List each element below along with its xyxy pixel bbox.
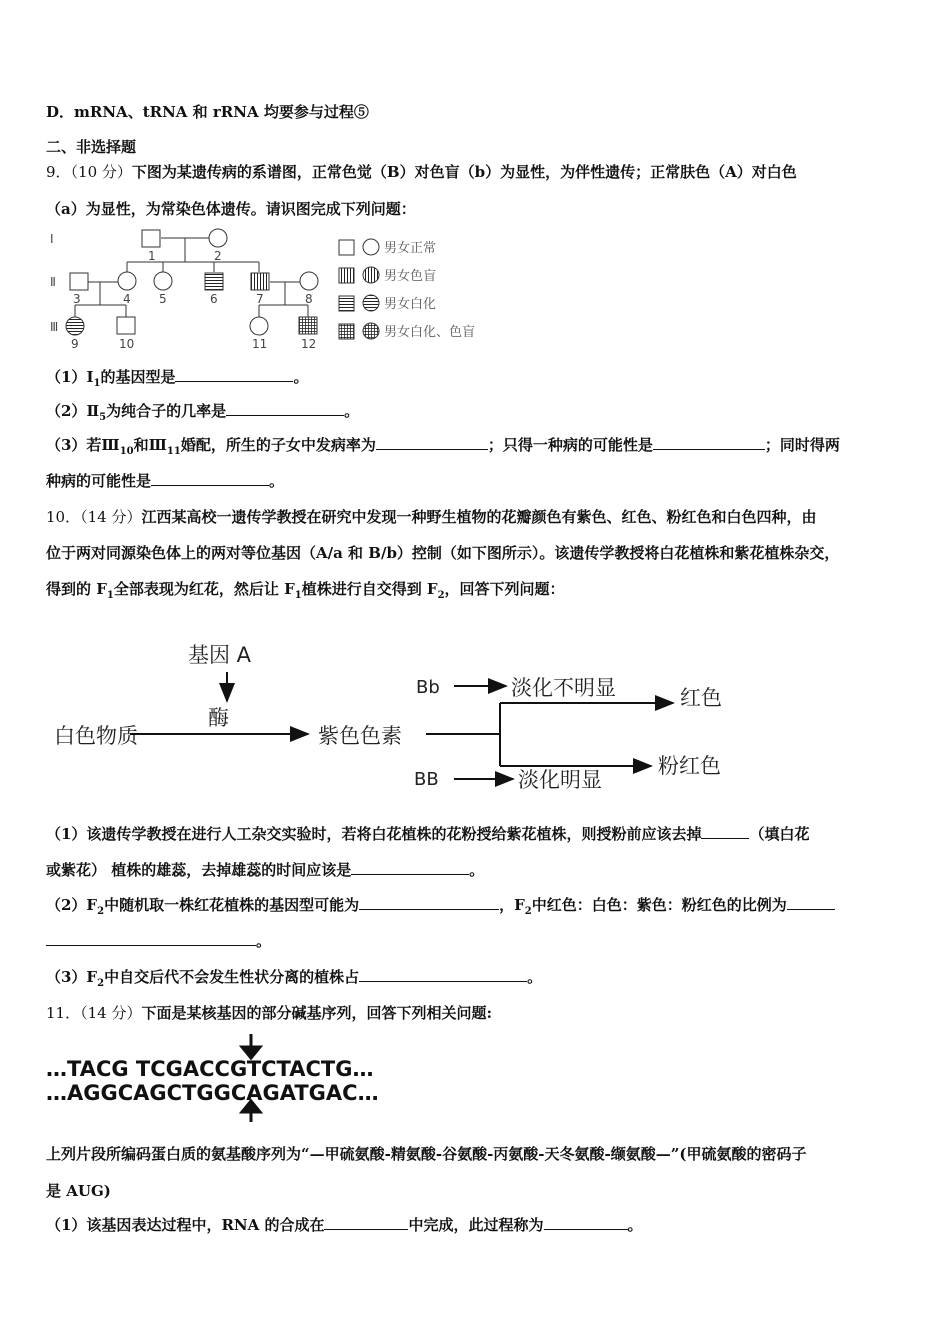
q9-sub3-line2 [46,471,284,491]
q10-sub1-blank-2[interactable] [351,860,469,875]
id-11: 11 [252,337,268,351]
gen-label-2: Ⅱ [50,275,56,289]
q10-sub2-end: 。 [256,932,272,950]
q11-number: 11． [46,1004,81,1022]
bb-lower-label: BB [414,769,439,790]
q9-sub3-b: 和Ⅲ [133,436,167,454]
q10-sub3-end: 。 [527,968,543,986]
q11-sub1-end: 。 [627,1216,643,1234]
pink-label: 粉红色 [658,754,721,778]
q9-sub1-subscript: 1 [93,378,101,389]
q9-sub3-line2-text: 种病的可能性是 [46,472,152,490]
q10-sub1-end: 。 [469,861,485,879]
id-9: 9 [71,337,79,351]
gen-label-3: Ⅲ [50,320,59,334]
id-10: 10 [119,337,135,351]
gen-label-1: Ⅰ [50,232,54,246]
q11-score: （14 分） [80,1004,142,1022]
pedigree-ii7 [251,273,269,290]
q11-sub1-b: 中完成，此过程称为 [408,1216,544,1234]
q10-stem3-d: ，回答下列问题： [444,580,565,598]
option-d: D．mRNA、tRNA 和 rRNA 均要参与过程⑤ [46,103,369,121]
q9-sub2-text: 为纯合子的几率是 [106,402,227,420]
q11-sub1-a: （1）该基因表达过程中，RNA 的合成在 [46,1216,325,1234]
pedigree-ii8 [300,272,318,290]
q11-desc-line1: 上列片段所编码蛋白质的氨基酸序列为“—甲硫氨酸-精氨酸-谷氨酸-丙氨酸-天冬氨酸-缬氨酸—”(甲硫氨酸的密码子 [46,1145,807,1163]
q10-stem-line3 [46,579,565,606]
pedigree-ii4 [118,272,136,290]
q10-stem-line1 [46,507,816,527]
id-5: 5 [159,292,167,306]
q9-sub2-gen: Ⅱ [86,402,100,420]
q10-sub2-blank-1[interactable] [359,895,499,910]
q10-sub1-line2-text: 或紫花） 植株的雄蕊，去掉雄蕊的时间应该是 [46,861,352,879]
red-label: 红色 [680,686,722,710]
q11-sub1-blank-2[interactable] [544,1215,628,1230]
id-6: 6 [210,292,218,306]
q10-stem3-a: 得到的 F [46,580,107,598]
dna-bottom-strand: …AGGCAGCTGGCAGATGAC… [46,1081,379,1105]
q9-sub3-end: 。 [269,472,285,490]
q10-stem-line2: 位于两对同源染色体上的两对等位基因（A/a 和 B/b）控制（如下图所示）。该遗传学教授将白花植株和紫花植株杂交， [46,544,840,562]
pedigree-chart [40,225,510,355]
pedigree-i1 [142,230,160,247]
q9-sub3-c: 婚配，所生的子女中发病率为 [180,436,376,454]
q11-desc-line2: 是 AUG) [46,1182,111,1200]
q10-sub1 [46,824,809,844]
q10-score: （14 分） [80,508,142,526]
id-8: 8 [305,292,313,306]
q9-sub3-a: （3）若Ⅲ [46,436,120,454]
q10-sub3-sub: 2 [97,978,105,989]
id-2: 2 [214,249,222,263]
q10-sub2-sub1: 2 [97,906,105,917]
id-7: 7 [256,292,264,306]
pedigree-ii3 [70,273,88,290]
id-1: 1 [148,249,156,263]
q9-sub2-end: 。 [344,402,360,420]
q10-sub3-a: （3）F [46,968,98,986]
pedigree-iii12 [299,317,317,334]
q10-sub1-blank-1[interactable] [701,824,749,839]
q10-sub2-blank-3[interactable] [46,931,256,946]
q10-sub1-line2 [46,860,484,880]
q9-sub3-sub-a: 10 [119,446,134,457]
legend-albino: 男女白化 [384,297,437,312]
pedigree-iii9 [66,317,84,335]
q10-stem3-sub3: 2 [437,590,445,601]
q10-sub3-blank[interactable] [359,967,527,982]
pedigree-iii10 [117,317,135,334]
pedigree-ii5 [154,272,172,290]
q9-sub3 [46,435,840,462]
q9-sub3-blank-3[interactable] [151,471,269,486]
enzyme-label: 酶 [208,706,229,730]
q9-sub2-answer-blank[interactable] [226,401,344,416]
q10-sub2-b: 中随机取一株红花植株的基因型可能为 [104,896,360,914]
q9-sub3-blank-1[interactable] [376,435,488,450]
bb-upper-label: Bb [416,677,440,698]
q9-sub2-num: （2） [46,402,87,420]
q9-stem-line2: （a）为显性，为常染色体遗传。请识图完成下列问题： [46,200,416,218]
q10-sub1-text: （1）该遗传学教授在进行人工杂交实验时，若将白花植株的花粉授给紫花植株，则授粉前应该去掉 [46,825,702,843]
legend-colorblind: 男女色盲 [384,269,437,284]
q10-stem3-b: 全部表现为红花，然后让 F [113,580,295,598]
q10-sub2-sub2: 2 [524,906,532,917]
q10-sub1-hint: （填白花 [749,825,810,843]
q9-sub1 [46,367,308,394]
q10-sub2-a: （2）F [46,896,98,914]
pedigree-i2 [209,229,227,247]
dna-top-strand: …TACG TCGACCGTCTACTG… [46,1057,374,1081]
q9-score: （10 分） [70,163,132,181]
q9-sub3-e: ；同时得两 [764,436,840,454]
pedigree-iii11 [250,317,268,335]
q10-sub3-b: 中自交后代不会发生性状分离的植株占 [104,968,360,986]
q10-stem3-sub1: 1 [106,590,114,601]
q9-sub2-subscript: 5 [99,412,107,423]
pedigree-ii6 [205,273,223,290]
q10-sub2-blank-2[interactable] [787,895,835,910]
q10-sub2-c: ，F [499,896,525,914]
id-12: 12 [301,337,317,351]
id-3: 3 [73,292,81,306]
q11-sub1-blank-1[interactable] [324,1215,408,1230]
id-4: 4 [123,292,131,306]
q9-sub1-end: 。 [293,368,309,386]
section-title: 二、非选择题 [46,138,137,156]
q9-sub3-sub-b: 11 [166,446,181,457]
q10-sub2 [46,895,835,922]
q9-sub1-gen: Ⅰ [86,368,94,386]
gene-a-label: 基因 A [188,643,252,667]
strong-fade-label: 淡化明显 [518,768,602,792]
q11-sub1 [46,1215,643,1235]
q9-stem-text: 下图为某遗传病的系谱图，正常色觉（B）对色盲（b）为显性，为伴性遗传；正常肤色（A）对白色 [131,163,797,181]
q9-number: 9． [46,163,71,181]
q9-sub1-num: （1） [46,368,87,386]
q9-sub1-answer-blank[interactable] [175,367,293,382]
pigment-pathway-diagram [48,635,748,805]
q9-stem-line1 [46,162,797,182]
q11-stem-text: 下面是某核基因的部分碱基序列，回答下列相关问题: [141,1004,492,1022]
legend-normal: 男女正常 [384,241,437,256]
q10-sub2-d: 中红色：白色：紫色：粉红色的比例为 [531,896,787,914]
q9-sub1-text: 的基因型是 [100,368,176,386]
legend-albino-colorblind: 男女白化、色盲 [384,325,476,340]
white-substance-label: 白色物质 [54,724,138,748]
q9-sub3-blank-2[interactable] [653,435,765,450]
dna-sequence-figure [46,1030,606,1125]
q10-stem3-sub2: 1 [294,590,302,601]
purple-pigment-label: 紫色色素 [318,724,402,748]
q10-number: 10． [46,508,81,526]
q9-sub3-d: ；只得一种病的可能性是 [487,436,653,454]
q10-stem3-c: 植株进行自交得到 F [301,580,438,598]
weak-fade-label: 淡化不明显 [511,676,616,700]
q9-sub2 [46,401,359,428]
q10-sub3 [46,967,542,994]
q10-stem-text-1: 江西某高校一遗传学教授在研究中发现一种野生植物的花瓣颜色有紫色、红色、粉红色和白色四种，由 [141,508,817,526]
q10-sub2-line2 [46,931,271,951]
q11-stem [46,1003,492,1023]
